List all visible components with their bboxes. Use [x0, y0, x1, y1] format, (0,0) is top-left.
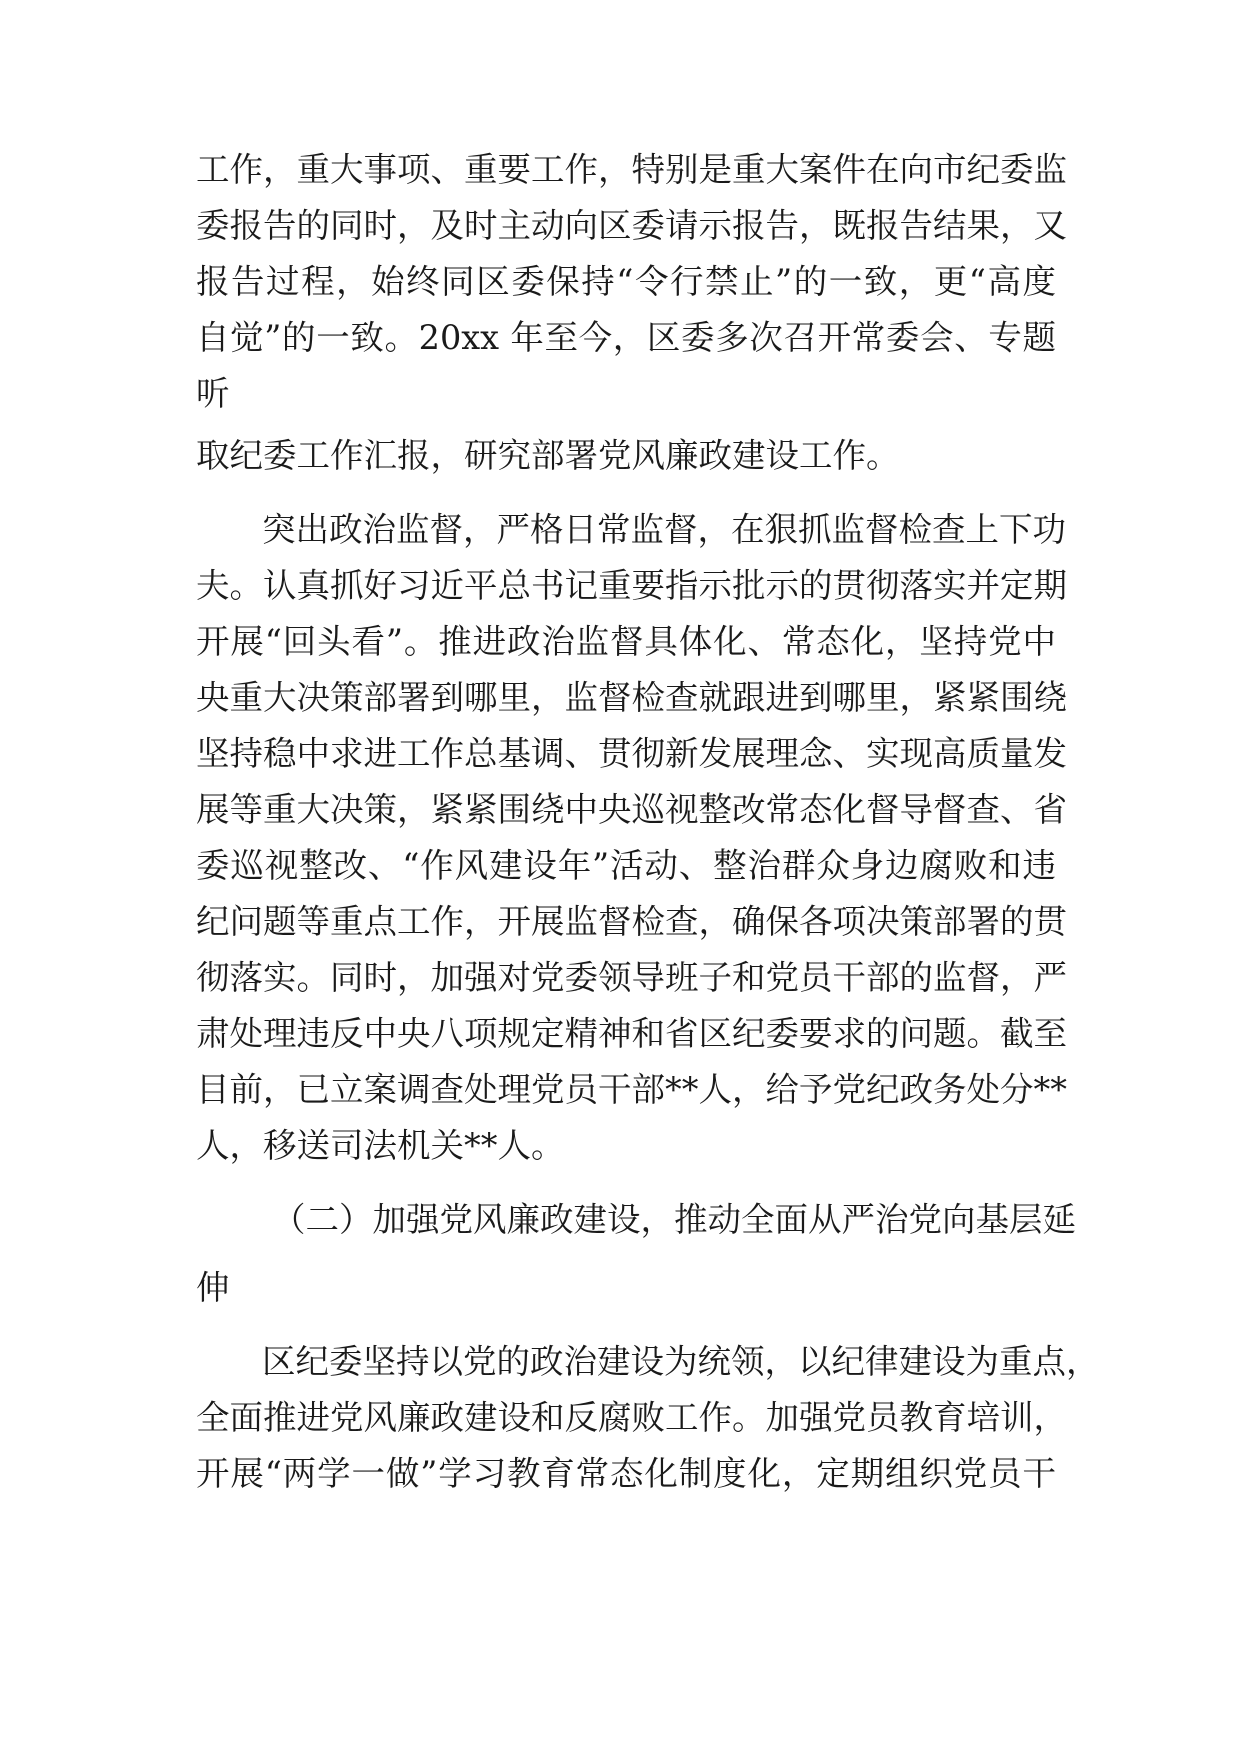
text-line: 央重大决策部署到哪里，监督检查就跟进到哪里，紧紧围绕	[196, 678, 1067, 717]
text-line: 报告过程，始终同区委保持“令行禁止”的一致，更“高度	[196, 262, 1056, 301]
text-line: 开展“两学一做”学习教育常态化制度化，定期组织党员干	[196, 1454, 1056, 1493]
text-line: 目前，已立案调查处理党员干部**人，给予党纪政务处分**	[196, 1070, 1067, 1109]
section-heading: （二）加强党风廉政建设，推动全面从严治党向基层延	[272, 1200, 1076, 1239]
text-line: 工作，重大事项、重要工作，特别是重大案件在向市纪委监	[196, 150, 1067, 189]
text-line: 纪问题等重点工作，开展监督检查，确保各项决策部署的贯	[196, 902, 1067, 941]
text-line: 听	[196, 374, 230, 413]
text-line: 委巡视整改、“作风建设年”活动、整治群众身边腐败和违	[196, 846, 1056, 885]
text-line: 彻落实。同时，加强对党委领导班子和党员干部的监督，严	[196, 958, 1067, 997]
paragraph-first-line: 区纪委坚持以党的政治建设为统领，以纪律建设为重点，	[262, 1342, 1100, 1381]
text-line: 取纪委工作汇报，研究部署党风廉政建设工作。	[196, 436, 900, 475]
text-line: 开展“回头看”。推进政治监督具体化、常态化，坚持党中	[196, 622, 1056, 661]
text-line: 全面推进党风廉政建设和反腐败工作。加强党员教育培训，	[196, 1398, 1067, 1437]
text-line: 坚持稳中求进工作总基调、贯彻新发展理念、实现高质量发	[196, 734, 1067, 773]
paragraph-first-line: 突出政治监督，严格日常监督，在狠抓监督检查上下功	[262, 510, 1066, 549]
text-line: 展等重大决策，紧紧围绕中央巡视整改常态化督导督查、省	[196, 790, 1067, 829]
text-line: 人，移送司法机关**人。	[196, 1126, 565, 1165]
text-line: 肃处理违反中央八项规定精神和省区纪委要求的问题。截至	[196, 1014, 1067, 1053]
text-line: 自觉”的一致。20xx 年至今，区委多次召开常委会、专题	[196, 318, 1056, 357]
text-line: 委报告的同时，及时主动向区委请示报告，既报告结果，又	[196, 206, 1067, 245]
text-line: 夫。认真抓好习近平总书记重要指示批示的贯彻落实并定期	[196, 566, 1067, 605]
section-heading-continuation: 伸	[196, 1268, 230, 1307]
